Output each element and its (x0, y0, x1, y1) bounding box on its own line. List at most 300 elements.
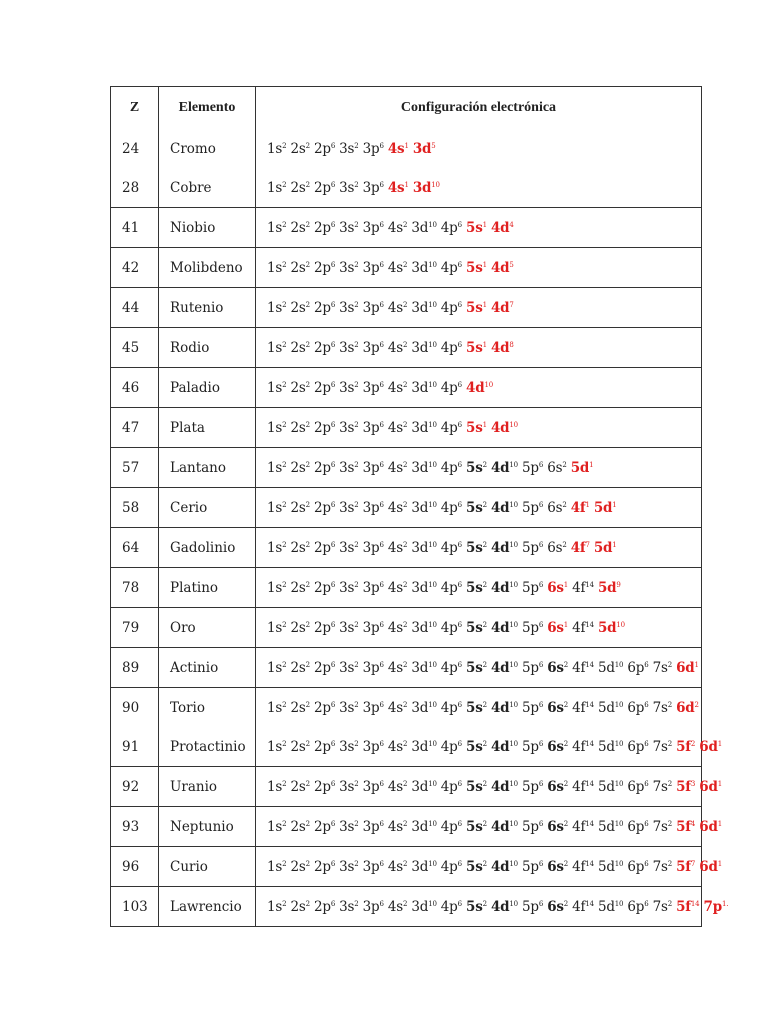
electron-count: 2 (354, 260, 359, 269)
orbital-label: 2s (290, 738, 306, 755)
table-row (111, 568, 702, 608)
electron-count: 2 (402, 739, 408, 748)
electron-count: 6 (379, 660, 384, 669)
electron-count: 1 (589, 460, 594, 469)
orbital-label: 3d (411, 738, 429, 755)
electron-count: 6 (538, 460, 544, 469)
atomic-number: 47 (111, 408, 159, 448)
orbital-label: 5s (466, 419, 483, 436)
orbital-term (441, 779, 462, 795)
electron-count: 6 (457, 779, 462, 788)
orbital-label: 2s (290, 140, 306, 157)
electron-count: 10 (509, 660, 518, 669)
orbital-term (491, 300, 514, 316)
orbital-label: 3d (411, 379, 429, 396)
orbital-label: 3p (362, 858, 380, 875)
orbital-label: 3p (362, 339, 380, 356)
electron-count: 1 (694, 660, 699, 669)
orbital-term (491, 660, 518, 676)
electron-count: 10 (509, 540, 518, 549)
electron-count: 2 (402, 859, 408, 868)
orbital-term (594, 500, 617, 516)
orbital-label: 3s (339, 898, 355, 915)
orbital-term (627, 819, 648, 835)
orbital-term (598, 700, 623, 716)
orbital-label: 7s (652, 699, 668, 716)
electron-count: 6 (330, 899, 336, 908)
electron-count: 2 (482, 500, 487, 509)
orbital-term (547, 460, 566, 476)
orbital-term (466, 260, 487, 276)
electron-count: 6 (644, 779, 649, 788)
element-name: Actinio (159, 648, 256, 688)
orbital-term (267, 779, 286, 795)
orbital-term (339, 340, 358, 356)
electron-count: 10 (509, 700, 518, 709)
orbital-label: 2s (290, 499, 306, 516)
orbital-label: 4p (440, 699, 458, 716)
electron-count: 6 (330, 340, 336, 349)
orbital-label: 5d (597, 619, 617, 636)
orbital-term (411, 380, 436, 396)
electron-count: 6 (538, 739, 544, 748)
orbital-label: 1s (267, 339, 283, 356)
electron-configuration-table (110, 86, 729, 927)
orbital-label: 2s (290, 179, 306, 196)
orbital-term (411, 819, 436, 835)
electron-count: 2 (282, 220, 287, 229)
orbital-term (411, 739, 436, 755)
orbital-term (491, 460, 518, 476)
orbital-term (491, 819, 518, 835)
orbital-label: 2p (313, 579, 331, 596)
orbital-term (314, 300, 335, 316)
orbital-term (363, 420, 384, 436)
electron-count: 6 (330, 380, 336, 389)
electron-count: 2 (402, 779, 408, 788)
orbital-label: 2s (290, 259, 306, 276)
orbital-term (267, 899, 286, 915)
orbital-term (572, 660, 594, 676)
electron-count: 2 (563, 899, 569, 908)
orbital-label: 4s (387, 579, 403, 596)
orbital-label: 3d (411, 898, 429, 915)
orbital-term (699, 739, 722, 755)
atomic-number: 78 (111, 568, 159, 608)
orbital-term (522, 739, 543, 755)
electron-count: 6 (644, 700, 649, 709)
orbital-label: 2s (290, 699, 306, 716)
orbital-term (572, 859, 594, 875)
orbital-label: 4f (570, 499, 586, 516)
orbital-term (363, 899, 384, 915)
element-name: Cobre (159, 168, 256, 208)
element-name: Cerio (159, 488, 256, 528)
orbital-term (388, 300, 407, 316)
electron-count: 2 (563, 859, 569, 868)
electron-count: 14 (585, 660, 594, 669)
orbital-term (339, 739, 358, 755)
atomic-number: 79 (111, 608, 159, 648)
orbital-label: 6p (627, 858, 645, 875)
orbital-term (572, 620, 594, 636)
orbital-label: 5d (597, 738, 615, 755)
orbital-label: 2p (313, 898, 331, 915)
orbital-label: 1s (267, 818, 283, 835)
orbital-label: 4p (440, 858, 458, 875)
electron-count: 2 (282, 260, 287, 269)
table-row (111, 488, 702, 528)
orbital-label: 1s (267, 699, 283, 716)
orbital-term (411, 779, 436, 795)
orbital-label: 3s (339, 379, 355, 396)
orbital-term (547, 580, 568, 596)
orbital-term (653, 899, 672, 915)
orbital-term (441, 660, 462, 676)
orbital-term (290, 500, 309, 516)
orbital-label: 3p (362, 379, 380, 396)
electron-configuration (256, 688, 702, 728)
orbital-term (491, 580, 518, 596)
orbital-label: 4p (440, 499, 458, 516)
orbital-term (411, 300, 436, 316)
table-row (111, 807, 702, 847)
orbital-term (466, 620, 487, 636)
electron-count: 2 (402, 660, 408, 669)
electron-count: 10 (428, 700, 437, 709)
electron-count: 2 (305, 380, 310, 389)
electron-count: 2 (305, 300, 310, 309)
orbital-label: 4s (387, 818, 403, 835)
orbital-term (653, 779, 672, 795)
orbital-label: 1s (267, 858, 283, 875)
table-row (111, 887, 702, 927)
electron-configuration (256, 767, 722, 807)
electron-count: 2 (402, 540, 408, 549)
orbital-term (441, 620, 462, 636)
orbital-label: 1s (267, 459, 283, 476)
orbital-term (339, 260, 358, 276)
orbital-term (339, 540, 358, 556)
atomic-number: 64 (111, 528, 159, 568)
electron-count: 2 (282, 899, 287, 908)
orbital-label: 3p (362, 179, 380, 196)
electron-count: 6 (644, 859, 649, 868)
orbital-term (411, 580, 436, 596)
electron-configuration (256, 608, 702, 648)
orbital-label: 3s (339, 579, 355, 596)
electron-count: 2 (354, 739, 359, 748)
orbital-term (363, 220, 384, 236)
orbital-label: 4p (440, 818, 458, 835)
electron-count: 2 (354, 340, 359, 349)
electron-configuration (256, 248, 702, 288)
electron-configuration (256, 648, 702, 688)
orbital-term (699, 859, 722, 875)
table-body (111, 129, 729, 927)
atomic-number: 91 (111, 727, 159, 767)
electron-configuration (256, 368, 702, 408)
electron-count: 2 (305, 260, 310, 269)
orbital-term (314, 700, 335, 716)
orbital-term (441, 260, 462, 276)
orbital-term (676, 859, 695, 875)
electron-count: 2 (482, 660, 487, 669)
electron-count: 14 (585, 859, 594, 868)
electron-count: 10 (428, 500, 437, 509)
orbital-term (491, 700, 518, 716)
orbital-term (267, 141, 286, 157)
electron-count: 10 (509, 859, 518, 868)
element-name: Gadolinio (159, 528, 256, 568)
orbital-label: 3p (362, 539, 380, 556)
electron-count: 6 (457, 220, 462, 229)
orbital-label: 6s (547, 898, 564, 915)
electron-count: 2 (305, 580, 310, 589)
orbital-term (363, 580, 384, 596)
electron-count: 10 (614, 660, 624, 669)
orbital-label: 4f (570, 539, 586, 556)
electron-count: 2 (562, 540, 567, 549)
orbital-label: 4f (572, 898, 586, 915)
orbital-term (572, 779, 594, 795)
electron-count: 6 (330, 260, 336, 269)
orbital-term (547, 700, 568, 716)
electron-count: 10 (614, 779, 624, 788)
orbital-label: 2p (313, 379, 331, 396)
element-name: Torio (159, 688, 256, 728)
orbital-term (547, 779, 568, 795)
electron-count: 6 (379, 260, 384, 269)
orbital-label: 5p (522, 818, 539, 835)
electron-count: 2 (402, 300, 408, 309)
atomic-number: 45 (111, 328, 159, 368)
electron-count: 4 (509, 220, 514, 229)
orbital-label: 7s (652, 818, 668, 835)
electron-count: 2 (282, 540, 287, 549)
electron-count: 10 (431, 180, 440, 189)
orbital-label: 3s (339, 179, 355, 196)
orbital-term (491, 220, 514, 236)
orbital-term (388, 700, 407, 716)
orbital-label: 4s (387, 259, 403, 276)
orbital-label: 4p (440, 379, 458, 396)
orbital-term (522, 620, 543, 636)
orbital-term (676, 779, 695, 795)
orbital-term (598, 739, 623, 755)
element-name: Lantano (159, 448, 256, 488)
orbital-label: 3s (339, 659, 355, 676)
orbital-label: 5s (466, 579, 483, 596)
orbital-label: 3p (362, 299, 380, 316)
electron-count: 10 (428, 739, 437, 748)
orbital-term (572, 899, 594, 915)
orbital-term (413, 141, 436, 157)
electron-count: 6 (538, 540, 544, 549)
orbital-label: 2s (290, 219, 306, 236)
electron-count: 14 (585, 819, 594, 828)
orbital-label: 5s (466, 738, 483, 755)
orbital-label: 4d (490, 579, 510, 596)
electron-count: 10 (484, 380, 493, 389)
orbital-term (314, 540, 335, 556)
orbital-term (363, 500, 384, 516)
orbital-term (388, 899, 407, 915)
orbital-label: 3s (339, 259, 355, 276)
orbital-label: 3d (411, 299, 429, 316)
electron-count: 10 (509, 739, 518, 748)
electron-count: 2 (402, 420, 408, 429)
electron-count: 10 (616, 620, 625, 629)
electron-count: 10 (509, 779, 518, 788)
orbital-label: 4s (387, 539, 403, 556)
electron-count: 6 (330, 779, 336, 788)
electron-count: 2 (305, 141, 310, 150)
orbital-label: 4s (387, 659, 403, 676)
electron-count: 2 (563, 819, 569, 828)
table-row (111, 608, 702, 648)
element-name: Protactinio (159, 727, 256, 767)
electron-count: 2 (305, 819, 310, 828)
orbital-term (466, 300, 487, 316)
electron-count: 6 (644, 739, 649, 748)
orbital-term (522, 779, 543, 795)
table-header (111, 87, 702, 130)
electron-count: 10 (428, 899, 437, 908)
electron-count: 5 (509, 260, 514, 269)
orbital-term (363, 779, 384, 795)
electron-count: 2 (282, 819, 287, 828)
orbital-label: 4s (387, 179, 405, 196)
electron-count: 6 (379, 859, 384, 868)
electron-count: 6 (379, 220, 384, 229)
header-z: Z (111, 87, 159, 130)
orbital-label: 6s (547, 579, 564, 596)
orbital-term (363, 141, 384, 157)
orbital-term (653, 660, 672, 676)
table-row (111, 408, 702, 448)
element-name: Cromo (159, 129, 256, 168)
orbital-term (388, 859, 407, 875)
orbital-term (363, 819, 384, 835)
orbital-term (491, 540, 518, 556)
electron-count: 1 (717, 779, 722, 788)
electron-count: 6 (457, 899, 462, 908)
electron-count: 2 (354, 819, 359, 828)
orbital-label: 2s (290, 579, 306, 596)
electron-count: 6 (330, 819, 336, 828)
electron-count: 6 (379, 300, 384, 309)
electron-count: 6 (379, 380, 384, 389)
table-row (111, 168, 702, 208)
header-element: Elemento (159, 87, 256, 130)
orbital-label: 2s (290, 299, 306, 316)
orbital-label: 3s (339, 539, 355, 556)
orbital-term (388, 819, 407, 835)
orbital-label: 5d (597, 699, 615, 716)
orbital-term (388, 180, 409, 196)
orbital-term (267, 500, 286, 516)
orbital-term (441, 340, 462, 356)
electron-count: 10 (509, 500, 518, 509)
electron-count: 1 (404, 180, 409, 189)
orbital-term (314, 460, 335, 476)
electron-count: 10 (509, 580, 518, 589)
electron-count: 2 (282, 660, 287, 669)
orbital-term (363, 700, 384, 716)
orbital-term (339, 460, 358, 476)
orbital-label: 2p (313, 219, 331, 236)
electron-count: 10 (428, 380, 437, 389)
orbital-label: 4p (440, 619, 458, 636)
orbital-label: 5s (466, 699, 483, 716)
electron-count: 6 (330, 220, 336, 229)
orbital-term (267, 420, 286, 436)
electron-count: 6 (379, 700, 384, 709)
orbital-label: 3d (411, 699, 429, 716)
electron-count: 2 (354, 779, 359, 788)
element-name: Rutenio (159, 288, 256, 328)
orbital-term (339, 700, 358, 716)
orbital-label: 5f (676, 858, 691, 875)
atomic-number: 57 (111, 448, 159, 488)
orbital-term (522, 460, 543, 476)
orbital-label: 3s (339, 499, 355, 516)
electron-count: 2 (305, 500, 310, 509)
orbital-term (314, 340, 335, 356)
orbital-term (411, 460, 436, 476)
electron-count: 6 (330, 700, 336, 709)
orbital-term (388, 739, 407, 755)
orbital-label: 5d (570, 459, 590, 476)
electron-count: 1 (482, 420, 487, 429)
orbital-term (466, 340, 487, 356)
orbital-term (676, 819, 695, 835)
orbital-label: 3d (411, 499, 429, 516)
electron-count: 10 (428, 420, 437, 429)
orbital-label: 3p (362, 419, 380, 436)
orbital-term (491, 340, 514, 356)
electron-count: 6 (379, 180, 384, 189)
electron-count: 10 (428, 859, 437, 868)
electron-count: 5 (431, 141, 436, 150)
orbital-label: 5s (466, 219, 483, 236)
orbital-label: 3d (412, 140, 432, 157)
orbital-term (363, 300, 384, 316)
orbital-label: 3d (412, 179, 432, 196)
electron-count: 2 (563, 739, 569, 748)
orbital-term (363, 260, 384, 276)
orbital-term (339, 899, 358, 915)
orbital-term (290, 300, 309, 316)
electron-count: 6 (457, 859, 462, 868)
table-row (111, 288, 702, 328)
orbital-label: 2s (290, 539, 306, 556)
orbital-term (466, 420, 487, 436)
orbital-term (339, 779, 358, 795)
orbital-term (653, 739, 672, 755)
orbital-term (290, 180, 309, 196)
orbital-term (466, 739, 487, 755)
orbital-label: 3p (362, 898, 380, 915)
orbital-label: 3p (362, 459, 380, 476)
orbital-term (676, 899, 699, 915)
orbital-label: 4s (387, 619, 403, 636)
orbital-term (466, 580, 487, 596)
orbital-term (571, 460, 594, 476)
orbital-label: 1s (267, 299, 283, 316)
orbital-term (441, 460, 462, 476)
